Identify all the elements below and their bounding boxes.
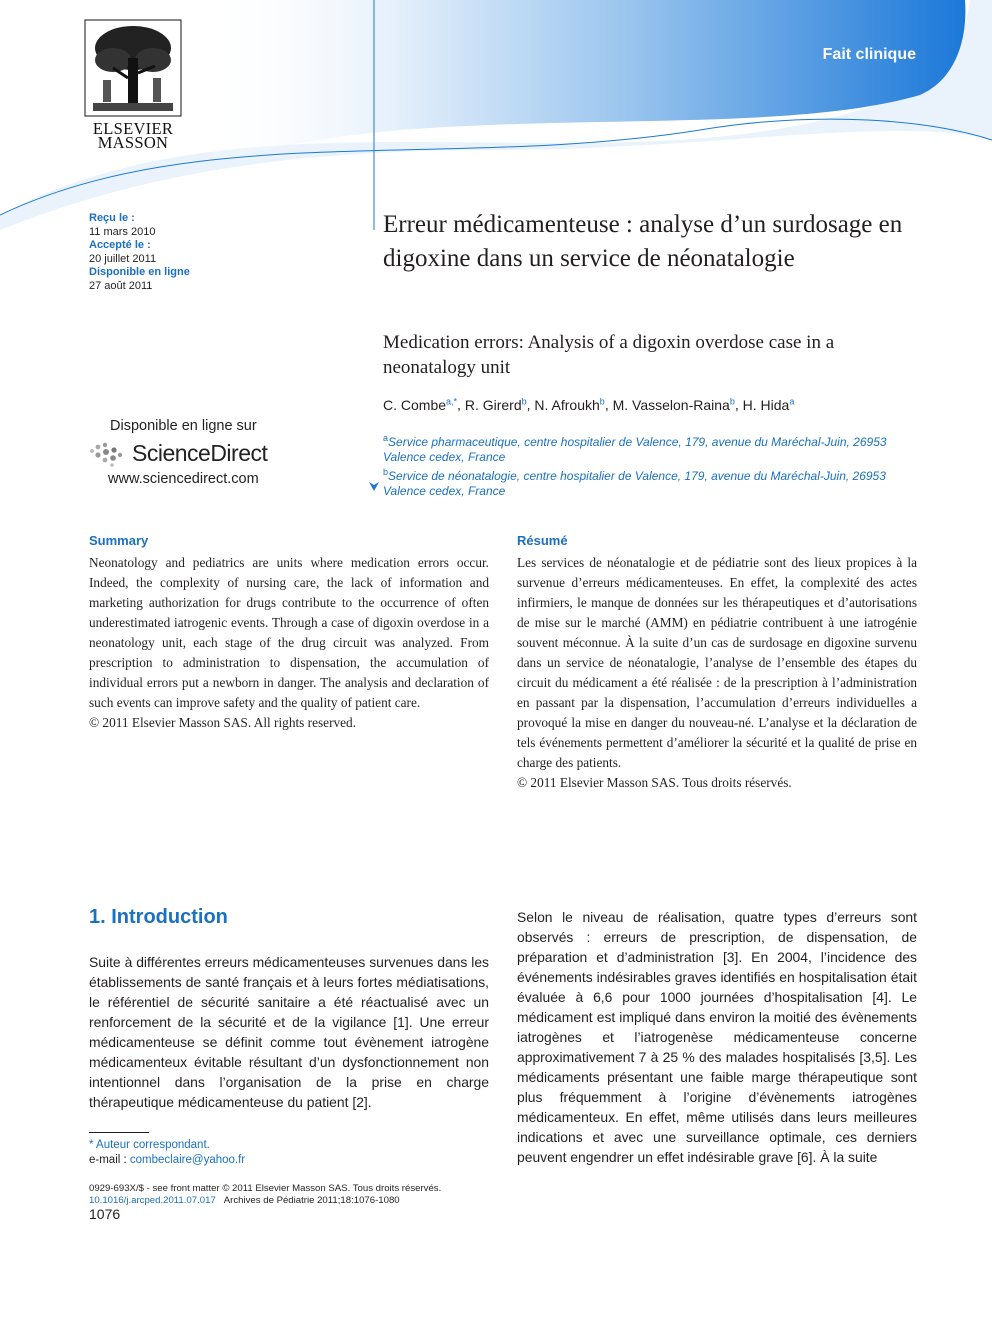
affiliation-text: Service de néonatalogie, centre hospitalier de Valence, 179, avenue du Maréchal-Juin, 26953 Valence cedex, France xyxy=(383,469,886,498)
summary-copyright: © 2011 Elsevier Masson SAS. All rights reserved. xyxy=(89,715,357,730)
summary-text: Neonatology and pediatrics are units where medication errors occur. Indeed, the complexity of nursing care, the lack of information and marketing authorization for drugs contribute to the occurrence of often underestimated iatrogenic events. Through a case of digoxin overdose in a neonatology unit, each stage of the drug circuit was analyzed. From prescription to administration to dispensation, the accumulation of individual errors put a newborn in danger. The analysis and declaration of such events can improve safety and the quality of patient care. xyxy=(89,555,489,710)
elsevier-logo xyxy=(78,18,188,150)
author-name: C. Combe xyxy=(383,396,447,413)
section-heading-introduction: 1. Introduction xyxy=(89,906,228,928)
affiliation-sup: b xyxy=(383,467,389,477)
arrow-down-icon xyxy=(366,476,382,492)
summary-section xyxy=(89,533,489,733)
author-affil-sup: b xyxy=(521,396,527,406)
sciencedirect-badge[interactable] xyxy=(88,418,288,487)
article-subtitle: Medication errors: Analysis of a digoxin overdose case in a neonatalogy unit xyxy=(383,332,835,378)
publisher-line2: MASSON xyxy=(97,133,169,152)
affiliation-b xyxy=(383,465,913,499)
front-matter-line: 0929-693X/$ - see front matter © 2011 Elsevier Masson SAS. Tous droits réservés. xyxy=(89,1183,442,1194)
author[interactable] xyxy=(534,397,604,413)
article-title: Erreur médicamenteuse : analyse d’un surdosage en digoxine dans un service de néonatalogie xyxy=(383,211,903,272)
online-label: Disponible en ligne xyxy=(89,266,190,278)
page-number: 1076 xyxy=(89,1206,121,1222)
accepted-date: 20 juillet 2011 xyxy=(89,252,157,265)
author-list: C. Combe$^{a,*}$, R. Girerd$^b$, N. Afroukh$^b$, M. Vasselon-Raina$^b$, H. Hida$^a$ xyxy=(383,396,795,413)
affiliation-a xyxy=(383,431,913,465)
author-affil-sup: a,* xyxy=(446,396,458,406)
received-label: Reçu le : xyxy=(89,212,135,224)
author-affil-sup: b xyxy=(599,396,605,406)
footnote-rule xyxy=(89,1132,149,1133)
author[interactable] xyxy=(465,397,527,413)
corresponding-author-label: * Auteur correspondant. xyxy=(89,1139,210,1151)
publisher-name xyxy=(78,119,188,152)
author-name: H. Hida xyxy=(742,396,790,413)
doi-link[interactable]: 10.1016/j.arcped.2011.07.017 xyxy=(89,1195,216,1206)
tree-logo-icon xyxy=(83,18,183,118)
email-link[interactable]: combeclaire@yahoo.fr xyxy=(129,1153,246,1166)
sd-available-text: Disponible en ligne sur xyxy=(110,418,257,434)
resume-text: Les services de néonatalogie et de pédiatrie sont des lieux propices à la survenue d’erreurs médicamenteuses. En effet, la complexité des actes infirmiers, le manque de données sur les thérapeutiques et d’autorisations de mise sur le marché (AMM) en pédiatrie contribuent à une iatrogénie souvent méconnue. À la suite d’un cas de surdosage en digoxine survenu dans un service de néonatalogie, l’analyse de l’ensemble des étapes du circuit du médicament a été réalisée : de la prescription à l’administration en passant par la dispensation, l’accumulation d’erreurs individuelles a provoqué la mise en danger du nouveau-né. L’analyse et la déclaration de tels événements permettent d’améliorer la sécurité et la qualité de prise en charge des patients. xyxy=(517,555,917,770)
summary-heading: Summary xyxy=(89,533,149,548)
resume-copyright: © 2011 Elsevier Masson SAS. Tous droits réservés. xyxy=(517,775,792,790)
affiliations xyxy=(383,431,913,499)
author-affil-sup: b xyxy=(729,396,735,406)
affiliation-sup: a xyxy=(383,433,389,443)
category-label: Fait clinique xyxy=(822,46,916,63)
received-date: 11 mars 2010 xyxy=(89,225,156,238)
article-dates xyxy=(89,212,190,293)
resume-heading: Résumé xyxy=(517,533,568,548)
author[interactable] xyxy=(613,397,735,413)
author[interactable] xyxy=(743,397,795,413)
intro-paragraph-right: Selon le niveau de réalisation, quatre types d’erreurs sont observés : erreurs de prescription, de dispensation, de préparation et d’administration [3]. En 2004, l’incidence des événements indésirables graves identifiés en hospitalisation était évaluée à 6,6 pour 1000 journées d’hospitalisation [4]. Le médicament est impliqué dans environ la moitié des évènements iatrogènes et l’iatrogenèse médicamenteuse concerne approximativement 7 à 25 % des malades hospitalisés [3,5]. Les médicaments présentant une faible marge thérapeutique sont plus fréquemment à l’origine d’évènements iatrogènes médicamenteux. En effet, même utilisés dans leurs meilleures indications et avec une surveillance optimale, ces derniers peuvent engendrer un effet indésirable grave [6]. À la suite xyxy=(517,909,917,1165)
author-affil-sup: a xyxy=(789,396,795,406)
corresponding-footnote xyxy=(89,1138,245,1167)
accepted-label: Accepté le : xyxy=(89,239,151,251)
sciencedirect-dots-icon xyxy=(88,441,124,467)
sd-url[interactable]: www.sciencedirect.com xyxy=(108,471,259,487)
resume-section xyxy=(517,533,917,793)
intro-paragraph-left: Suite à différentes erreurs médicamenteuses survenues dans les établissements de santé français et à leurs fortes médiatisations, le référentiel de sécurité sanitaire a été réactualisé avec un renforcement de la sécurité et de la vigilance [1]. Une erreur médicamenteuse se définit comme tout évènement iatrogène médicamenteux évitable résultant d’un dysfonctionnement non intentionnel dans l’organisation de la prise en charge thérapeutique médicamenteuse du patient [2]. xyxy=(89,954,489,1110)
author-name: M. Vasselon-Raina xyxy=(612,396,730,413)
front-matter xyxy=(89,1183,441,1207)
online-date: 27 août 2011 xyxy=(89,279,153,292)
email-label: e-mail : xyxy=(89,1153,127,1166)
affiliation-text: Service pharmaceutique, centre hospitalier de Valence, 179, avenue du Maréchal-Juin, 26953 Valence cedex, France xyxy=(383,435,887,464)
journal-citation: Archives de Pédiatrie 2011;18:1076-1080 xyxy=(223,1195,400,1206)
author-name: N. Afroukh xyxy=(534,396,600,413)
publisher-line1: ELSEVIER xyxy=(92,119,174,138)
sd-brand-name: ScienceDirect xyxy=(132,440,268,466)
author-name: R. Girerd xyxy=(464,396,522,413)
author[interactable] xyxy=(383,397,457,413)
